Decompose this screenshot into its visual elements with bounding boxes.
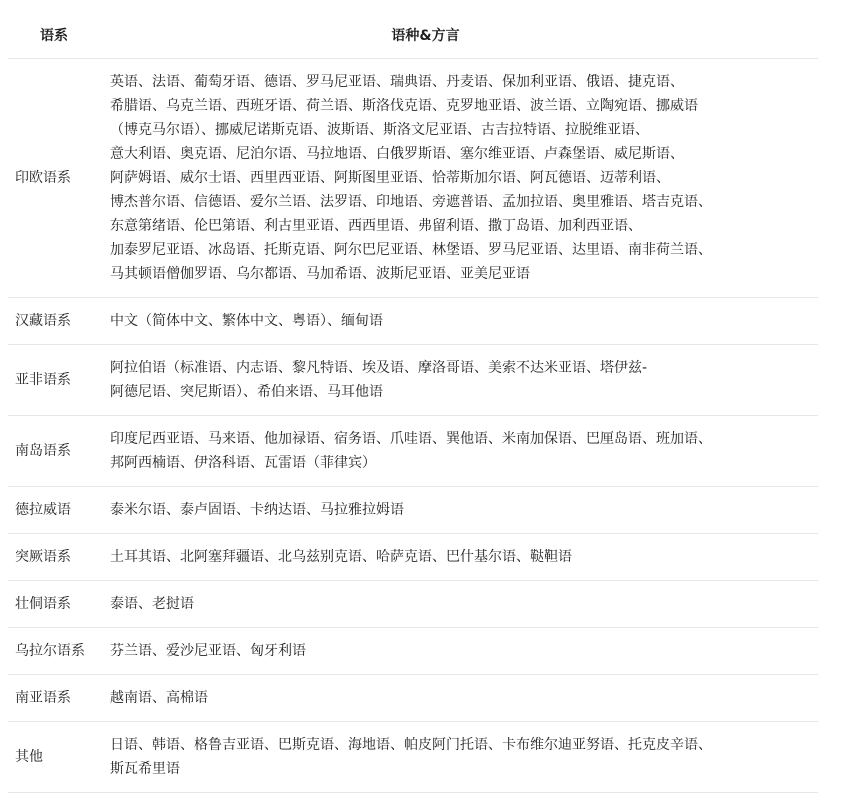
table-row — [8, 59, 818, 298]
table-row — [8, 487, 818, 534]
table-row — [8, 416, 818, 487]
table-header — [8, 12, 818, 59]
table-row — [8, 534, 818, 581]
table-row — [8, 722, 818, 793]
table-row — [8, 345, 818, 416]
row-languages-indo-european: 英语、法语、葡萄牙语、德语、罗马尼亚语、瑞典语、丹麦语、保加利亚语、俄语、捷克语、 希腊语、乌克兰语、西班牙语、荷兰语、斯洛伐克语、克罗地亚语、波兰语、立陶宛语、挪威语 （博克马尔语）、挪威尼诺斯克语、波斯语、斯洛文尼亚语、古吉拉特语、拉脱维亚语、 意大利语、奥克语、尼泊尔语、马拉地语、白俄罗斯语、塞尔维亚语、卢森堡语、威尼斯语、 阿萨姆语、威尔士语、西里西亚语、阿斯图里亚语、恰蒂斯加尔语、阿瓦德语、迈蒂利语、 博杰普尔语、信德语、爱尔兰语、法罗语、印地语、旁遮普语、孟加拉语、奥里雅语、塔吉克语、 东意第绪语、伦巴第语、利古里亚语、西西里语、弗留利语、撒丁岛语、加利西亚语、 加泰罗尼亚语、冰岛语、托斯克语、阿尔巴尼亚语、林堡语、罗马尼亚语、达里语、南非荷兰语、 马其顿语僧伽罗语、乌尔都语、马加希语、波斯尼亚语、亚美尼亚语 — [103, 59, 818, 298]
row-family-indo-european: 印欧语系 — [8, 59, 103, 298]
header-languages-dialects: 语种&方言 — [103, 12, 818, 59]
row-languages-austronesian: 印度尼西亚语、马来语、他加禄语、宿务语、爪哇语、巽他语、米南加保语、巴厘岛语、班加语、 邦阿西楠语、伊洛科语、瓦雷语（菲律宾） — [103, 416, 818, 487]
header-language-family: 语系 — [8, 12, 103, 59]
row-languages-dravidian: 泰米尔语、泰卢固语、卡纳达语、马拉雅拉姆语 — [103, 487, 818, 534]
row-languages-austroasiatic: 越南语、高棉语 — [103, 675, 818, 722]
row-languages-afro-asiatic: 阿拉伯语（标准语、内志语、黎凡特语、埃及语、摩洛哥语、美索不达米亚语、塔伊兹- 阿德尼语、突尼斯语）、希伯来语、马耳他语 — [103, 345, 818, 416]
table-row — [8, 628, 818, 675]
table-row — [8, 298, 818, 345]
row-family-turkic: 突厥语系 — [8, 534, 103, 581]
row-family-dravidian: 德拉威语 — [8, 487, 103, 534]
row-languages-sino-tibetan: 中文（简体中文、繁体中文、粤语）、缅甸语 — [103, 298, 818, 345]
row-family-austronesian: 南岛语系 — [8, 416, 103, 487]
table-row — [8, 675, 818, 722]
row-family-austroasiatic: 南亚语系 — [8, 675, 103, 722]
language-family-table — [8, 12, 818, 793]
table-row — [8, 581, 818, 628]
row-languages-uralic: 芬兰语、爱沙尼亚语、匈牙利语 — [103, 628, 818, 675]
row-family-uralic: 乌拉尔语系 — [8, 628, 103, 675]
row-family-other: 其他 — [8, 722, 103, 793]
row-family-sino-tibetan: 汉藏语系 — [8, 298, 103, 345]
table-body — [8, 59, 818, 793]
row-languages-other: 日语、韩语、格鲁吉亚语、巴斯克语、海地语、帕皮阿门托语、卡布维尔迪亚努语、托克皮辛语、 斯瓦希里语 — [103, 722, 818, 793]
row-languages-tai-kadai: 泰语、老挝语 — [103, 581, 818, 628]
row-family-tai-kadai: 壮侗语系 — [8, 581, 103, 628]
row-family-afro-asiatic: 亚非语系 — [8, 345, 103, 416]
header-row — [8, 12, 818, 59]
row-languages-turkic: 土耳其语、北阿塞拜疆语、北乌兹别克语、哈萨克语、巴什基尔语、鞑靼语 — [103, 534, 818, 581]
